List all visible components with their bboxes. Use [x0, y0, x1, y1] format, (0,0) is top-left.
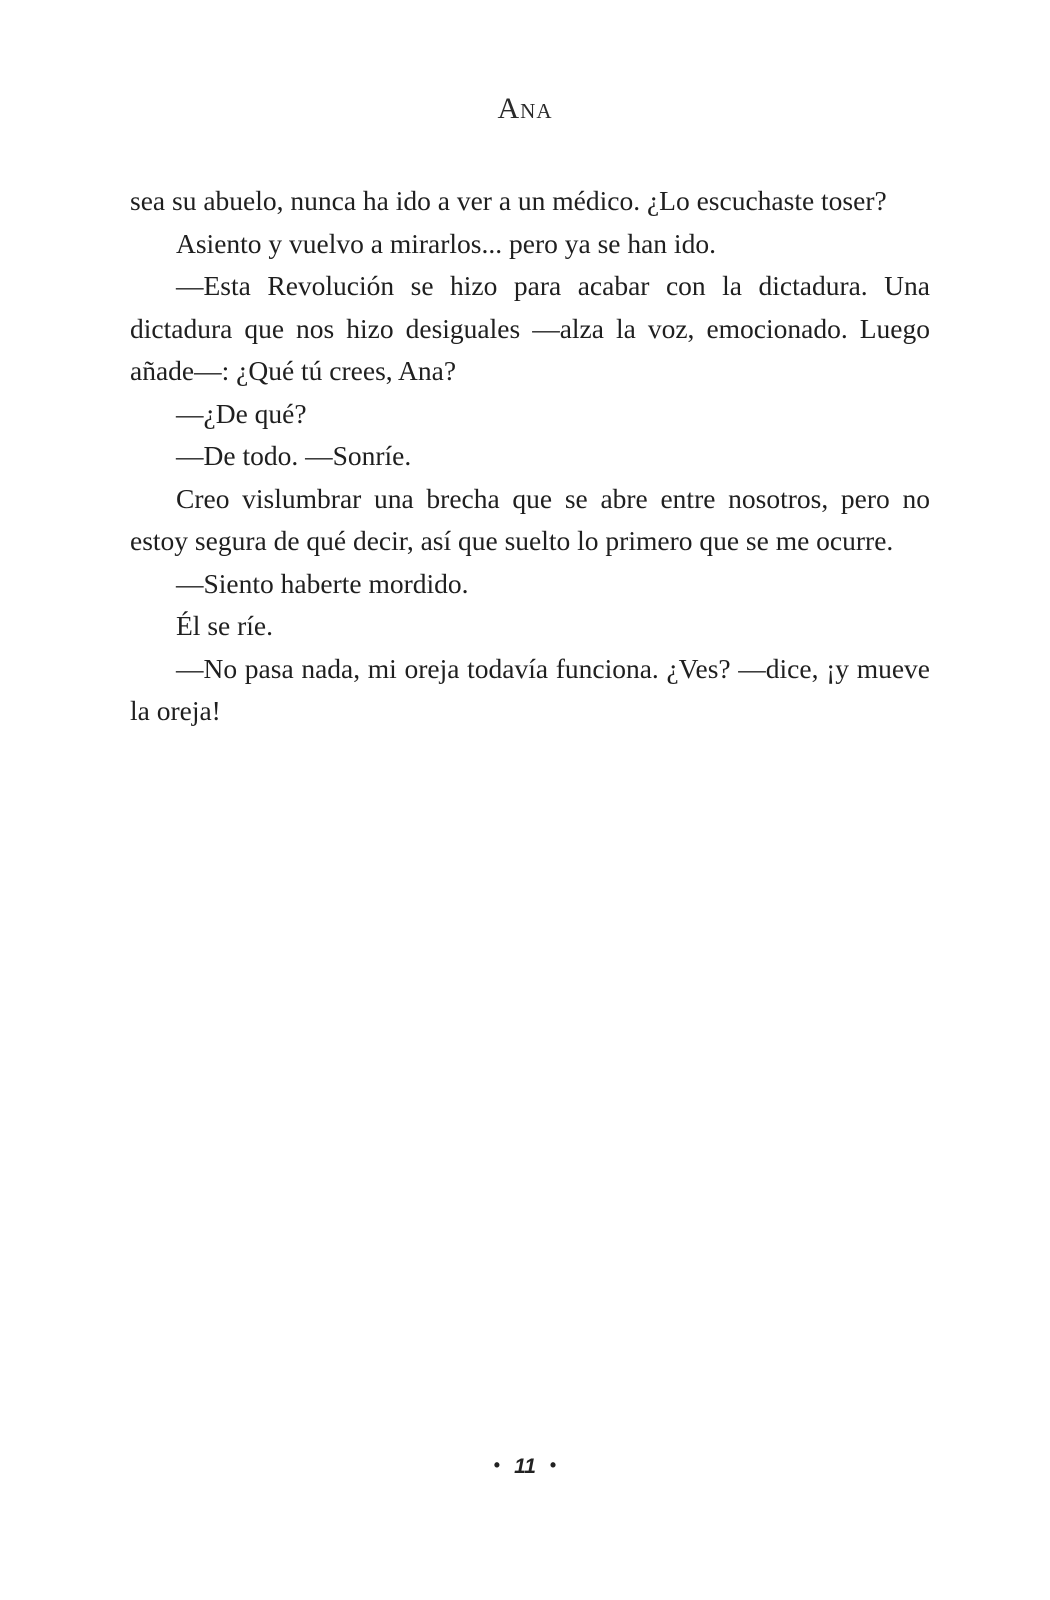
paragraph: —¿De qué?: [176, 397, 307, 429]
paragraph: sea su abuelo, nunca ha ido a ver a un médico. ¿Lo escuchaste toser?: [130, 185, 887, 216]
page-number-footer: [0, 1455, 1050, 1479]
body-text: [130, 180, 930, 733]
paragraph: Él se ríe.: [176, 610, 273, 641]
paragraph: —No pasa nada, mi oreja todavía funciona. ¿Ves? —dice, ¡y mueve la oreja!: [130, 652, 930, 726]
page-number: 11: [514, 1455, 536, 1478]
paragraph: Creo vislumbrar una brecha que se abre entre nosotros, pero no estoy segura de qué decir, así que suelto lo primero que se me ocurre.: [130, 482, 930, 556]
bullet-left-icon: •: [493, 1455, 501, 1475]
paragraph: —Esta Revolución se hizo para acabar con la dictadura. Una dictadura que nos hizo desiguales —alza la voz, emocionado. Luego añade—: ¿Qué tú crees, Ana?: [130, 270, 930, 386]
bullet-right-icon: •: [549, 1455, 557, 1475]
running-head-title: Ana: [497, 92, 553, 125]
paragraph: —Siento haberte mordido.: [176, 567, 469, 599]
paragraph: Asiento y vuelvo a mirarlos... pero ya se han ido.: [176, 227, 716, 259]
paragraph: —De todo. —Sonríe.: [176, 440, 412, 471]
